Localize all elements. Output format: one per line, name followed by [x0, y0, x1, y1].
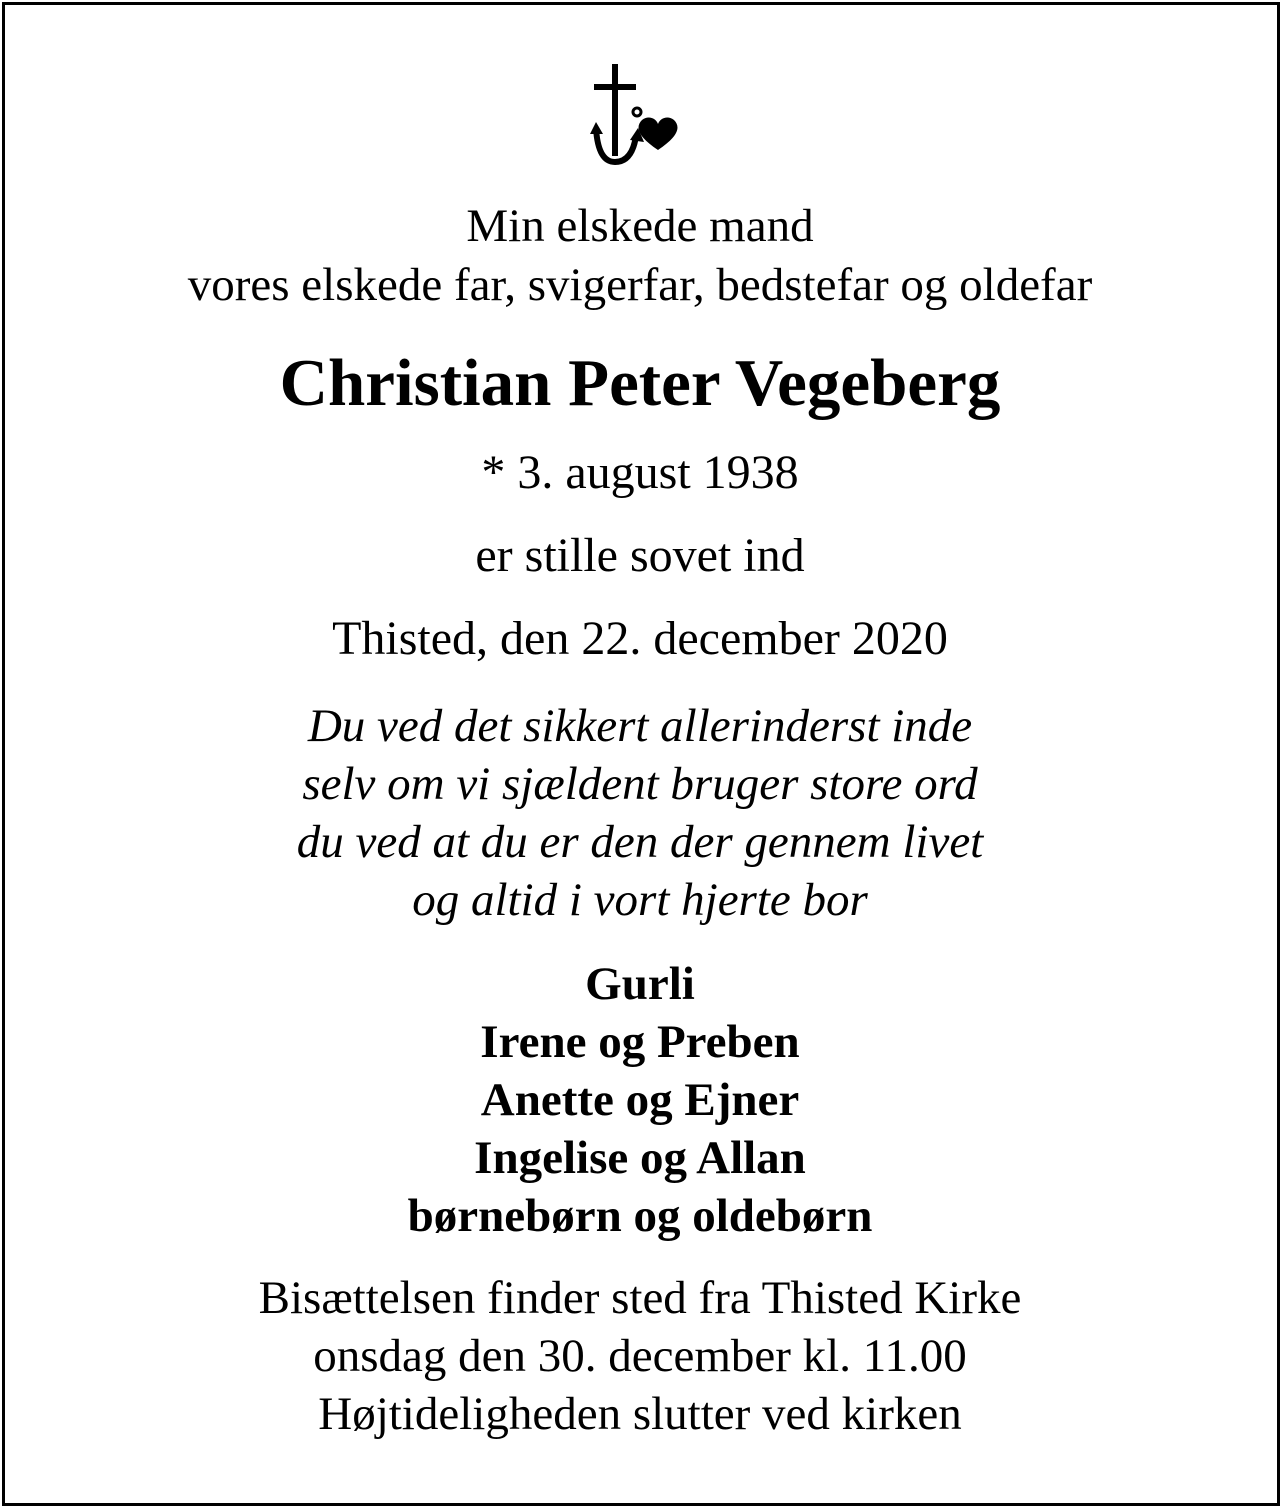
- anchor-cross-heart-icon: [588, 62, 692, 172]
- poem-line-4: og altid i vort hjerte bor: [412, 874, 868, 926]
- place-date: Thisted, den 22. december 2020: [332, 612, 948, 665]
- family-line-2: Irene og Preben: [480, 1016, 800, 1068]
- poem-line-1: Du ved det sikkert allerinderst inde: [307, 700, 973, 752]
- family-line-5: børnebørn og oldebørn: [407, 1190, 873, 1242]
- passed-text: er stille sovet ind: [475, 529, 805, 582]
- family-line-3: Anette og Ejner: [480, 1074, 800, 1126]
- birth-date: * 3. august 1938: [481, 446, 799, 499]
- intro-line-2: vores elskede far, svigerfar, bedstefar og oldefar: [187, 259, 1093, 311]
- funeral-line-3: Højtideligheden slutter ved kirken: [318, 1388, 962, 1440]
- family-line-1: Gurli: [585, 958, 695, 1010]
- intro-line-1: Min elskede mand: [466, 200, 814, 252]
- family-line-4: Ingelise og Allan: [474, 1132, 806, 1184]
- funeral-line-2: onsdag den 30. december kl. 11.00: [313, 1330, 967, 1382]
- deceased-name: Christian Peter Vegeberg: [279, 346, 1001, 420]
- funeral-line-1: Bisættelsen finder sted fra Thisted Kirke: [258, 1272, 1022, 1324]
- poem-line-3: du ved at du er den der gennem livet: [296, 816, 984, 868]
- poem-line-2: selv om vi sjældent bruger store ord: [302, 758, 978, 810]
